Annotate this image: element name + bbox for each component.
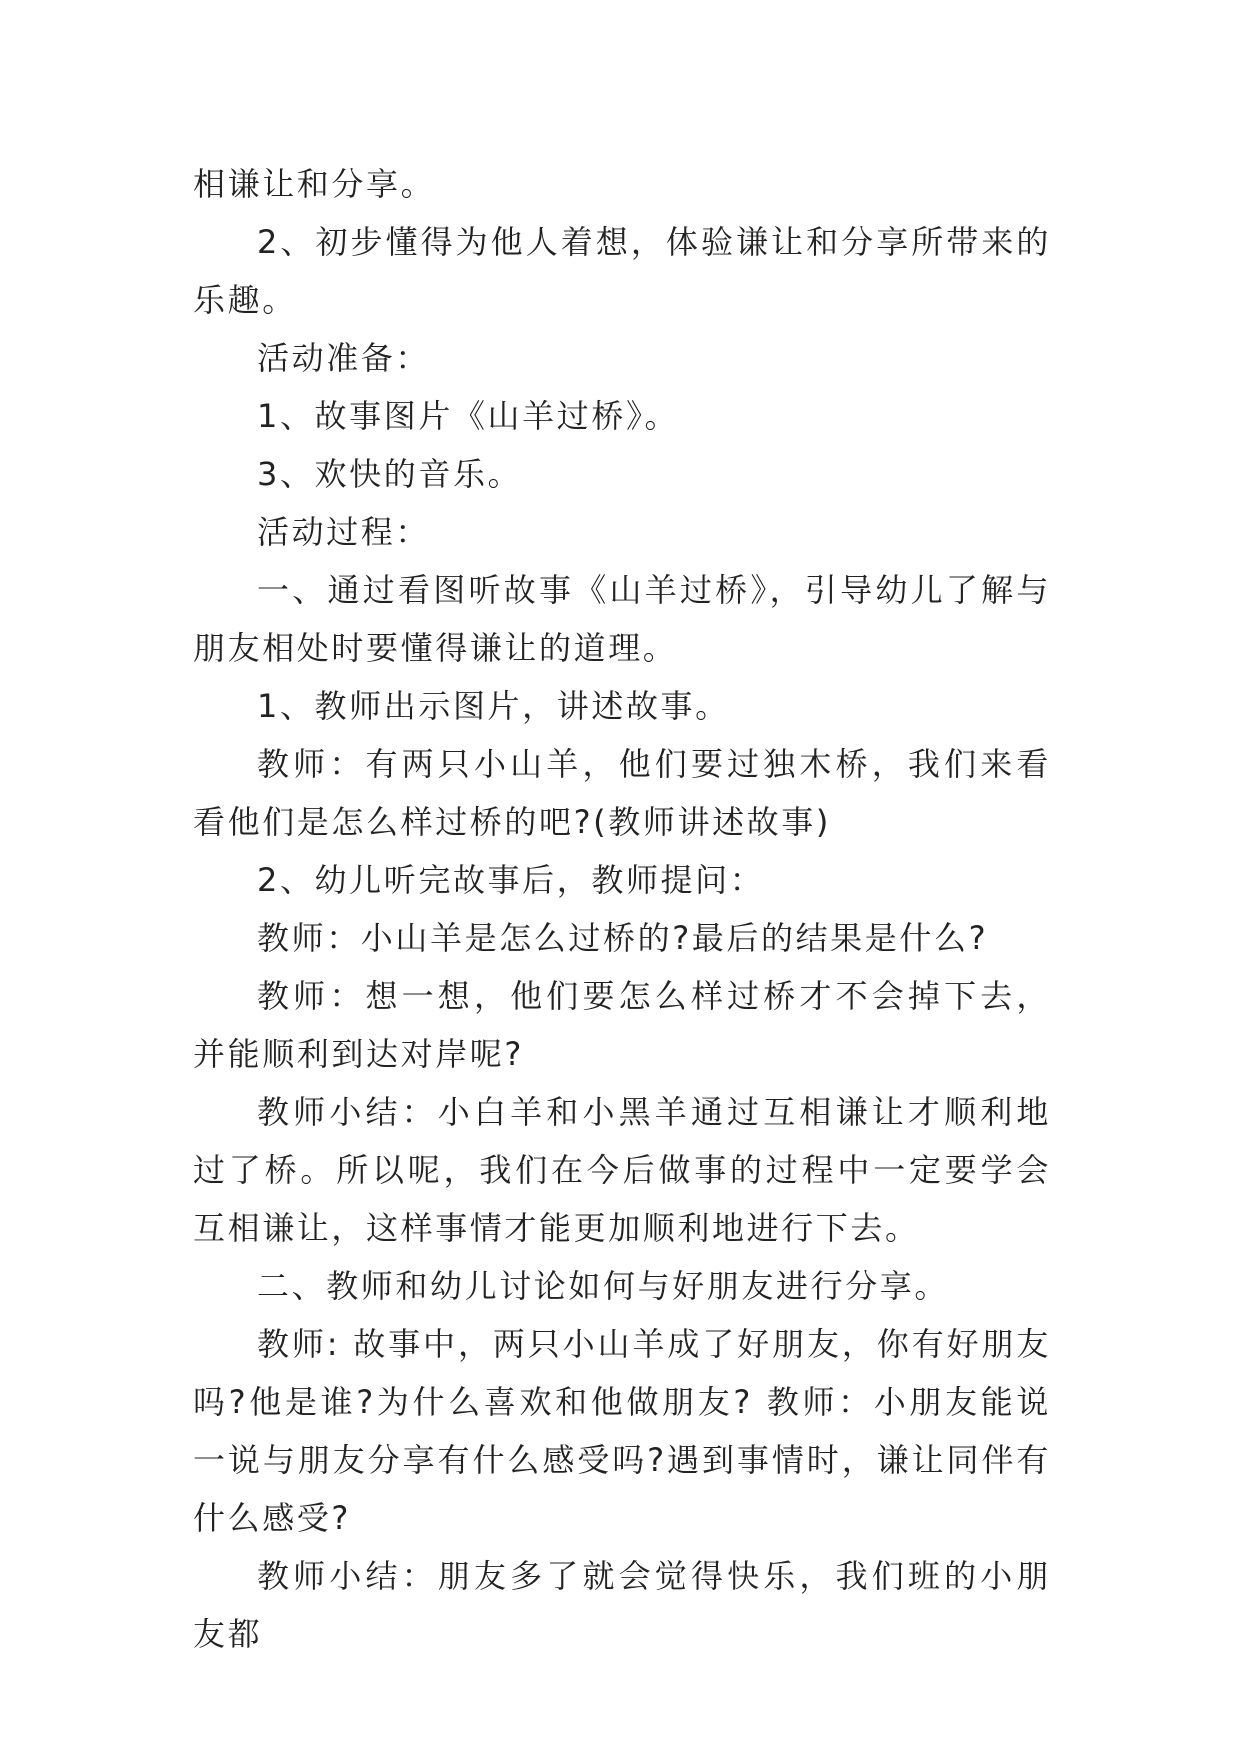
paragraph-7: 一、通过看图听故事《山羊过桥》，引导幼儿了解与朋友相处时要懂得谦让的道理。 (193, 571, 1051, 667)
paragraph-3: 活动准备： (257, 339, 431, 377)
paragraph-1: 相谦让和分享。 (193, 165, 436, 203)
document-body (193, 155, 1051, 1663)
paragraph-6: 活动过程： (257, 513, 431, 551)
paragraph-5: 3、欢快的音乐。 (257, 455, 523, 493)
paragraph-12: 教师：想一想，他们要怎么样过桥才不会掉下去，并能顺利到达对岸呢? (193, 977, 1051, 1073)
paragraph-15: 教师: 故事中，两只小山羊成了好朋友，你有好朋友吗?他是谁?为什么喜欢和他做朋友? 教师：小朋友能说一说与朋友分享有什么感受吗?遇到事情时，谦让同伴有什么感受? (193, 1325, 1051, 1537)
paragraph-9: 教师：有两只小山羊，他们要过独木桥，我们来看看他们是怎么样过桥的吧?(教师讲述故事) (193, 745, 1051, 841)
paragraph-16: 教师小结：朋友多了就会觉得快乐，我们班的小朋友都 (193, 1557, 1051, 1653)
paragraph-4: 1、故事图片《山羊过桥》。 (257, 397, 680, 435)
paragraph-2: 2、初步懂得为他人着想，体验谦让和分享所带来的乐趣。 (193, 223, 1051, 319)
paragraph-13: 教师小结：小白羊和小黑羊通过互相谦让才顺利地过了桥。所以呢，我们在今后做事的过程中一定要学会互相谦让，这样事情才能更加顺利地进行下去。 (193, 1093, 1051, 1247)
paragraph-14: 二、教师和幼儿讨论如何与好朋友进行分享。 (257, 1267, 950, 1305)
paragraph-10: 2、幼儿听完故事后，教师提问： (257, 861, 765, 899)
paragraph-11: 教师：小山羊是怎么过桥的?最后的结果是什么? (257, 919, 989, 957)
paragraph-8: 1、教师出示图片，讲述故事。 (257, 687, 730, 725)
